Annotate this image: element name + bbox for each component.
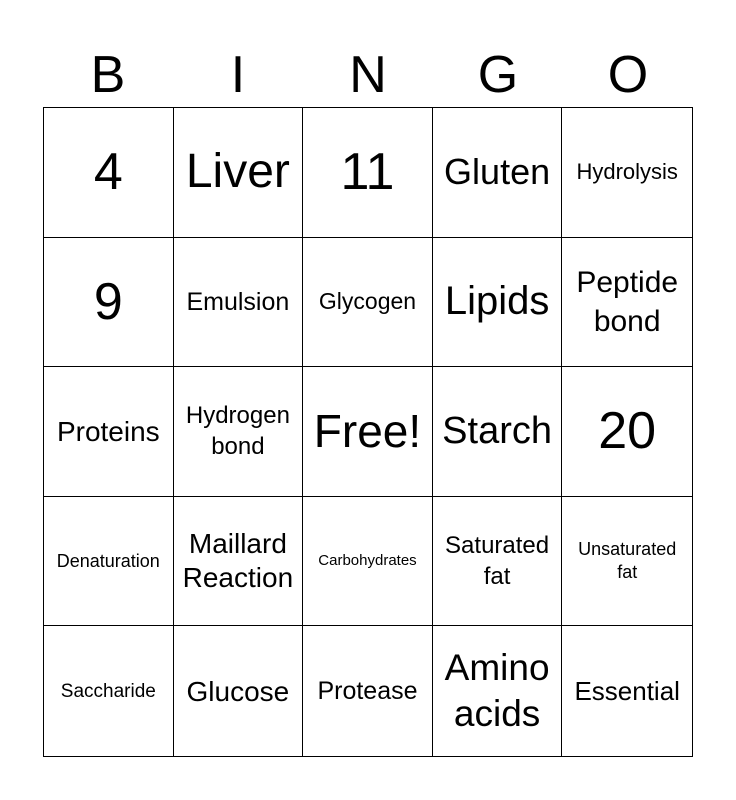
header-letter-b: B xyxy=(90,46,126,104)
bingo-cell[interactable] xyxy=(562,238,692,368)
bingo-cell[interactable] xyxy=(433,497,563,627)
cell-text: Peptide bond xyxy=(576,265,679,338)
cell-text: 20 xyxy=(598,402,657,461)
bingo-cell[interactable] xyxy=(433,367,563,497)
cell-text: Protease xyxy=(317,677,418,706)
cell-text: Saccharide xyxy=(60,680,156,702)
bingo-cell[interactable] xyxy=(562,108,692,238)
bingo-cell[interactable] xyxy=(44,497,174,627)
cell-text: Starch xyxy=(442,410,552,453)
bingo-cell[interactable] xyxy=(303,238,433,368)
cell-text: Carbohydrates xyxy=(318,551,417,569)
bingo-cell[interactable] xyxy=(174,108,304,238)
bingo-cell[interactable] xyxy=(174,367,304,497)
cell-text: Glycogen xyxy=(318,288,417,315)
bingo-cell[interactable] xyxy=(562,497,692,627)
bingo-cell[interactable] xyxy=(433,626,563,756)
bingo-cell[interactable] xyxy=(44,367,174,497)
cell-text: Proteins xyxy=(56,415,160,447)
cell-text: Maillard Reaction xyxy=(182,527,294,594)
cell-text: Lipids xyxy=(444,279,550,324)
header-letter-o: O xyxy=(607,46,649,104)
cell-text: Hydrolysis xyxy=(576,158,678,184)
free-space-cell[interactable] xyxy=(303,367,433,497)
cell-text: Gluten xyxy=(444,151,551,193)
cell-text: 4 xyxy=(93,143,123,202)
bingo-cell[interactable] xyxy=(433,238,563,368)
bingo-cell[interactable] xyxy=(44,238,174,368)
bingo-cell[interactable] xyxy=(174,497,304,627)
bingo-cell[interactable] xyxy=(433,108,563,238)
bingo-cell[interactable] xyxy=(562,367,692,497)
bingo-cell[interactable] xyxy=(174,238,304,368)
bingo-cell[interactable] xyxy=(303,626,433,756)
bingo-cell[interactable] xyxy=(44,626,174,756)
cell-text: 11 xyxy=(340,143,395,202)
free-space-text: Free! xyxy=(313,404,422,457)
cell-text: Emulsion xyxy=(186,287,290,316)
bingo-board xyxy=(43,107,693,757)
header-letter-g: G xyxy=(477,46,519,104)
bingo-cell[interactable] xyxy=(303,108,433,238)
cell-text: Saturated fat xyxy=(445,531,550,591)
header-letter-n: N xyxy=(349,46,387,104)
cell-text: 9 xyxy=(93,272,123,331)
cell-text: Unsaturated fat xyxy=(578,538,677,583)
bingo-cell[interactable] xyxy=(174,626,304,756)
header-letter-i: I xyxy=(230,46,246,104)
cell-text: Denaturation xyxy=(56,551,160,572)
cell-text: Amino acids xyxy=(444,646,550,735)
bingo-cell[interactable] xyxy=(44,108,174,238)
cell-text: Liver xyxy=(185,145,290,199)
bingo-header xyxy=(43,44,693,106)
cell-text: Glucose xyxy=(186,675,290,707)
cell-text: Essential xyxy=(574,675,680,706)
cell-text: Hydrogen bond xyxy=(185,402,290,461)
bingo-cell[interactable] xyxy=(562,626,692,756)
bingo-cell[interactable] xyxy=(303,497,433,627)
